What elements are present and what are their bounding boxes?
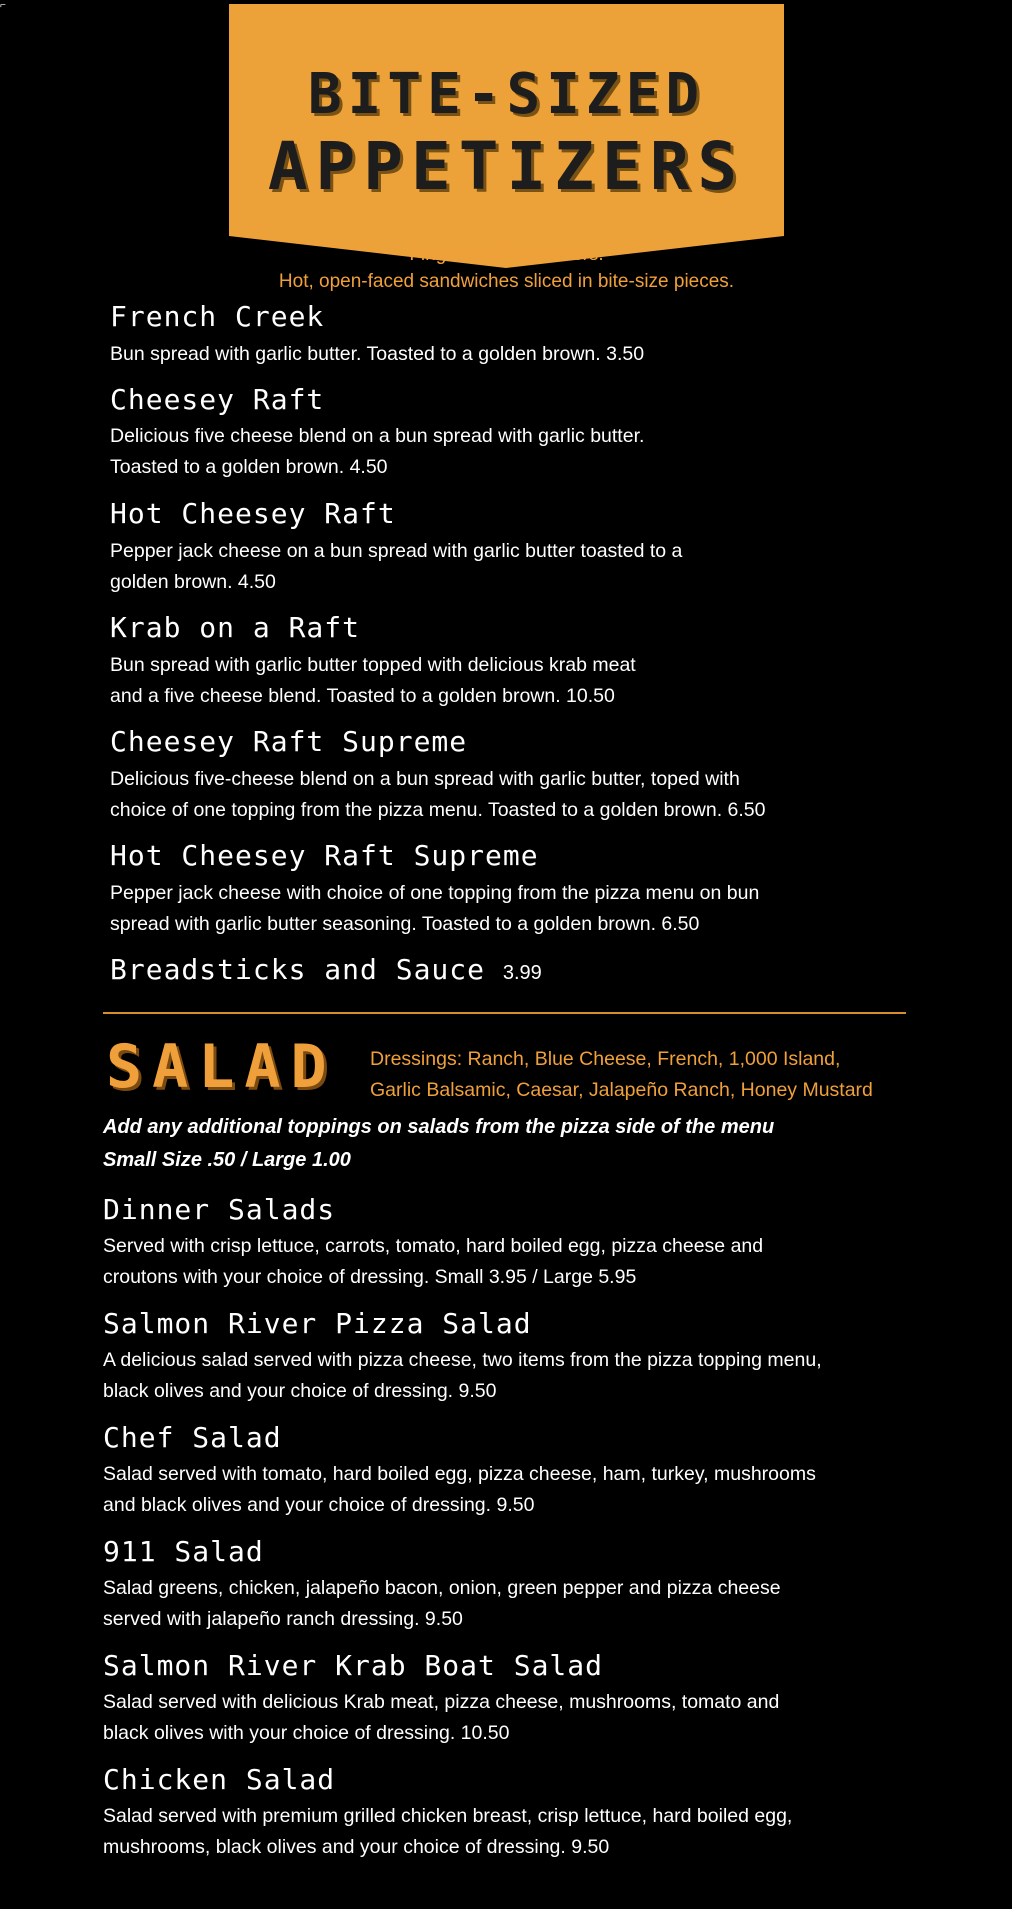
salad-name: Salmon River Pizza Salad [103, 1307, 532, 1340]
salad-desc: Salad served with premium grilled chicken breast, crisp lettuce, hard boiled egg, [103, 1805, 793, 1827]
salad-desc: Salad served with delicious Krab meat, pizza cheese, mushrooms, tomato and [103, 1691, 780, 1713]
appetizer-name: Cheesey Raft [110, 383, 325, 416]
salad-name: 911 Salad [103, 1535, 264, 1568]
appetizer-desc: Bun spread with garlic butter. Toasted to a golden brown. 3.50 [110, 343, 645, 365]
appetizer-name: Hot Cheesey Raft [110, 497, 396, 530]
salad-desc: Salad served with tomato, hard boiled egg, pizza cheese, ham, turkey, mushrooms [103, 1463, 816, 1485]
appetizer-name: French Creek [110, 300, 325, 333]
salad-name: Salmon River Krab Boat Salad [103, 1649, 604, 1682]
dressings-line1: Dressings: Ranch, Blue Cheese, French, 1,000 Island, [370, 1048, 841, 1070]
salad-desc: black olives with your choice of dressing. 10.50 [103, 1722, 510, 1744]
salad-topping-prices: Small Size .50 / Large 1.00 [103, 1149, 351, 1171]
corner-mark: ⌐ [0, 0, 6, 11]
section-divider [103, 1012, 906, 1014]
salad-desc: mushrooms, black olives and your choice of dressing. 9.50 [103, 1836, 610, 1858]
salad-desc: served with jalapeño ranch dressing. 9.50 [103, 1608, 463, 1630]
salad-desc: A delicious salad served with pizza cheese, two items from the pizza topping menu, [103, 1349, 822, 1371]
salad-desc: Served with crisp lettuce, carrots, tomato, hard boiled egg, pizza cheese and [103, 1235, 764, 1257]
salad-section-title: SALAD [106, 1032, 337, 1102]
appetizer-name: Hot Cheesey Raft Supreme [110, 839, 539, 872]
appetizer-price: 3.99 [502, 962, 542, 984]
appetizers-subtitle-line1: Finger food appetizers. [409, 244, 604, 265]
salad-toppings-note: Add any additional toppings on salads from the pizza side of the menu [103, 1116, 775, 1138]
salad-name: Chef Salad [103, 1421, 282, 1454]
appetizer-desc: spread with garlic butter seasoning. Toasted to a golden brown. 6.50 [110, 913, 700, 935]
appetizer-desc: golden brown. 4.50 [110, 571, 276, 593]
appetizer-desc: Pepper jack cheese with choice of one topping from the pizza menu on bun [110, 882, 760, 904]
appetizer-desc: Delicious five-cheese blend on a bun spread with garlic butter, toped with [110, 768, 740, 790]
salad-desc: croutons with your choice of dressing. Small 3.95 / Large 5.95 [103, 1266, 637, 1288]
appetizer-name: Cheesey Raft Supreme [110, 725, 468, 758]
dressings-line2: Garlic Balsamic, Caesar, Jalapeño Ranch, Honey Mustard [370, 1079, 873, 1101]
banner-title-line2: APPETIZERS [267, 128, 746, 205]
banner-title-line1: BITE-SIZED [307, 62, 706, 127]
salad-desc: black olives and your choice of dressing. 9.50 [103, 1380, 497, 1402]
appetizer-desc: Toasted to a golden brown. 4.50 [110, 456, 388, 478]
appetizer-desc: choice of one topping from the pizza menu. Toasted to a golden brown. 6.50 [110, 799, 766, 821]
header-banner [229, 4, 784, 268]
appetizer-desc: and a five cheese blend. Toasted to a golden brown. 10.50 [110, 685, 615, 707]
salad-desc: Salad greens, chicken, jalapeño bacon, onion, green pepper and pizza cheese [103, 1577, 781, 1599]
appetizer-desc: Delicious five cheese blend on a bun spread with garlic butter. [110, 425, 645, 447]
salad-name: Dinner Salads [103, 1193, 336, 1226]
salad-desc: and black olives and your choice of dressing. 9.50 [103, 1494, 535, 1516]
appetizer-desc: Pepper jack cheese on a bun spread with garlic butter toasted to a [110, 540, 683, 562]
appetizer-name: Breadsticks and Sauce [110, 953, 486, 986]
appetizer-desc: Bun spread with garlic butter topped with delicious krab meat [110, 654, 636, 676]
appetizer-name: Krab on a Raft [110, 611, 361, 644]
appetizer-name-row [110, 953, 542, 986]
salad-name: Chicken Salad [103, 1763, 336, 1796]
appetizers-subtitle-line2: Hot, open-faced sandwiches sliced in bite-size pieces. [278, 271, 735, 292]
